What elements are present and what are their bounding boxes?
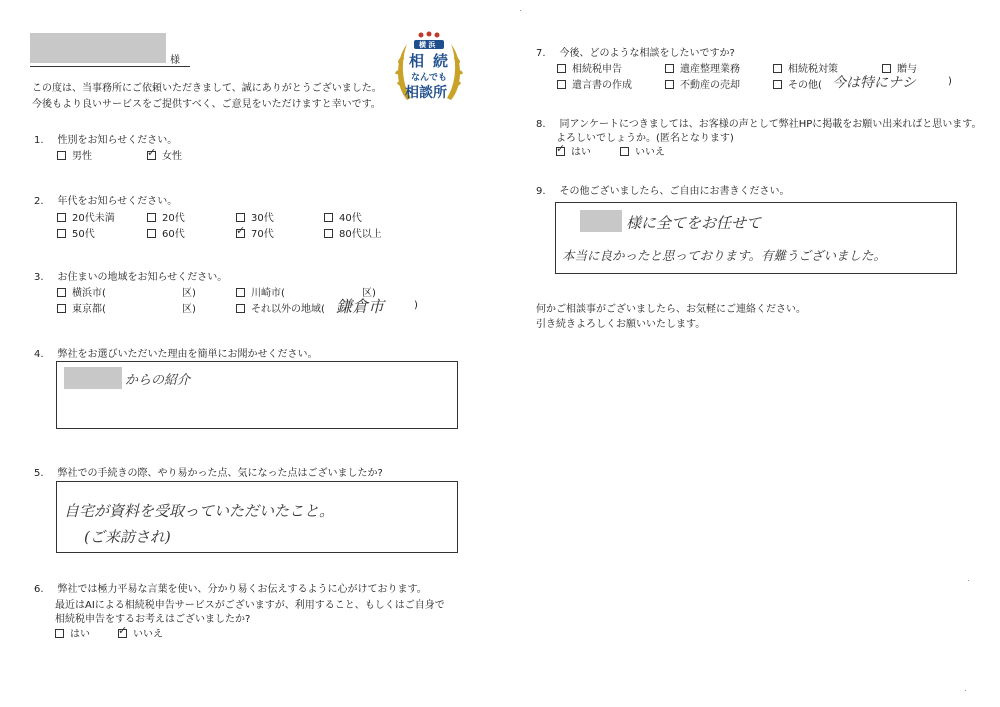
q9-answer-line-2: 本当に良かったと思っております。有難うございました。 [562, 248, 887, 263]
q3-yokohama-ward: 区) [182, 288, 196, 299]
q2-option-40s[interactable] [324, 209, 362, 224]
footer-line-1: 何かご相談事がございましたら、お気軽にご連絡ください。 [536, 304, 806, 315]
option-label: はい [571, 147, 591, 158]
q2-label [34, 192, 177, 207]
q6-number: 6. [34, 584, 44, 595]
q3-option-tokyo[interactable] [57, 300, 106, 315]
greeting-line-1: この度は、当事務所にご依頼いただきまして、誠にありがとうございました。 [32, 83, 382, 94]
q7-number: 7. [536, 48, 546, 59]
q6-line-2: 最近はAIによる相続税申告サービスがございますが、利用すること、もしくはご自身で [55, 600, 445, 611]
option-label: その他( [788, 80, 822, 91]
option-label: 50代 [72, 229, 95, 240]
q9-text: その他ございましたら、ご自由にお書きください。 [559, 186, 790, 197]
q9-label [536, 182, 790, 197]
q5-text: 弊社での手続きの際、やり易かった点、気になった点はございましたか? [57, 468, 383, 479]
q7-label [536, 44, 735, 59]
q2-option-under20[interactable] [57, 209, 115, 224]
option-label: 20代未満 [72, 213, 115, 224]
logo-bottom-text: 相談所 [405, 85, 447, 101]
logo-mid-left: 相 [409, 52, 425, 70]
q4-text: 弊社をお選びいただいた理由を簡単にお聞かせください。 [57, 349, 318, 360]
checkbox-icon[interactable] [236, 288, 245, 297]
option-label: 女性 [162, 151, 182, 162]
option-label: 不動産の売却 [680, 80, 740, 91]
checkbox-icon[interactable] [665, 64, 674, 73]
q4-label [34, 345, 318, 360]
checked-checkbox-icon[interactable] [236, 229, 245, 238]
q6-option-no[interactable] [118, 625, 163, 640]
q1-text: 性別をお知らせください。 [57, 135, 178, 146]
q2-text: 年代をお知らせください。 [57, 196, 178, 207]
q5-number: 5. [34, 468, 44, 479]
checkbox-icon[interactable] [773, 64, 782, 73]
q4-answer-handwritten: からの紹介 [125, 373, 191, 388]
q1-label [34, 131, 177, 146]
q7-other-handwritten: 今は特にナシ [832, 75, 916, 91]
q2-number: 2. [34, 196, 44, 207]
q3-text: お住まいの地域をお知らせください。 [57, 272, 228, 283]
option-label: いいえ [133, 629, 163, 640]
option-label: 80代以上 [339, 229, 382, 240]
q9-answer-line-1: 様に全てをお任せて [626, 214, 762, 232]
q3-option-other[interactable] [236, 300, 325, 315]
q7-other-close: ) [948, 76, 952, 87]
q5-answer-line-1: 自宅が資料を受取っていただいたこと。 [64, 502, 335, 520]
option-label: 相続税対策 [788, 64, 838, 75]
q6-option-yes[interactable] [55, 625, 90, 640]
q9-number: 9. [536, 186, 546, 197]
option-label: 贈与 [897, 64, 917, 75]
option-label: 遺産整理業務 [680, 64, 740, 75]
option-label: はい [70, 629, 90, 640]
q2-option-60s[interactable] [147, 225, 185, 240]
checkbox-icon[interactable] [773, 80, 782, 89]
q7-option-real-estate[interactable] [665, 76, 740, 91]
scan-speck [520, 10, 521, 11]
checkbox-icon[interactable] [147, 229, 156, 238]
q6-line-3: 相続税申告をするお考えはございましたか? [55, 614, 251, 625]
logo-sub-text: なんでも [411, 73, 448, 83]
scan-speck [965, 690, 966, 691]
q2-option-70s[interactable] [236, 225, 274, 240]
redacted-customer-name [30, 33, 166, 63]
q7-option-other[interactable] [773, 76, 822, 91]
option-label: 東京都( [72, 304, 106, 315]
q7-text: 今後、どのような相談をしたいですか? [559, 48, 735, 59]
option-label: 20代 [162, 213, 185, 224]
q7-option-estate[interactable] [665, 60, 740, 75]
checkbox-icon[interactable] [55, 629, 64, 638]
q2-option-80plus[interactable] [324, 225, 382, 240]
option-label: 遺言書の作成 [572, 80, 632, 91]
logo-top-text: 横 浜 [419, 41, 436, 49]
scan-speck [968, 580, 969, 581]
redacted-staff-name [580, 210, 622, 232]
q8-option-no[interactable] [620, 143, 665, 158]
checkbox-icon[interactable] [324, 213, 333, 222]
q4-number: 4. [34, 349, 44, 360]
q3-option-yokohama[interactable] [57, 284, 106, 299]
q3-option-kawasaki[interactable] [236, 284, 285, 299]
office-logo [393, 30, 465, 114]
option-label: 30代 [251, 213, 274, 224]
checked-checkbox-icon[interactable] [118, 629, 127, 638]
checkbox-icon[interactable] [57, 213, 66, 222]
checkbox-icon[interactable] [57, 151, 66, 160]
option-label: 相続税申告 [572, 64, 622, 75]
q7-option-tax-plan[interactable] [773, 60, 838, 75]
option-label: 川崎市( [251, 288, 285, 299]
customer-suffix: 様 [170, 55, 180, 66]
q5-answer-line-2: (ご来訪され) [84, 528, 171, 546]
checkbox-icon[interactable] [57, 288, 66, 297]
checkbox-icon[interactable] [665, 80, 674, 89]
logo-mid-right: 続 [433, 52, 449, 70]
q7-option-will[interactable] [557, 76, 632, 91]
q6-text-1: 弊社では極力平易な言葉を使い、分かり易くお伝えするように心がけております。 [57, 584, 427, 595]
q8-line-2: よろしいでしょうか。(匿名となります) [556, 133, 734, 144]
q3-kawasaki-ward: 区) [362, 288, 376, 299]
option-label: 男性 [72, 151, 92, 162]
checked-checkbox-icon[interactable] [147, 151, 156, 160]
checkbox-icon[interactable] [557, 80, 566, 89]
name-underline [30, 66, 190, 67]
checkbox-icon[interactable] [236, 213, 245, 222]
redacted-referrer [64, 367, 122, 389]
checked-checkbox-icon[interactable] [556, 147, 565, 156]
q3-number: 3. [34, 272, 44, 283]
q3-other-handwritten: 鎌倉市 [336, 297, 385, 316]
q1-option-female[interactable] [147, 147, 182, 162]
q8-line-1 [536, 115, 982, 130]
option-label: 70代 [251, 229, 274, 240]
checkbox-icon[interactable] [324, 229, 333, 238]
checkbox-icon[interactable] [57, 229, 66, 238]
checkbox-icon[interactable] [147, 213, 156, 222]
q2-option-20s[interactable] [147, 209, 185, 224]
q3-label [34, 268, 227, 283]
q8-option-yes[interactable] [556, 143, 591, 158]
q5-label [34, 464, 383, 479]
checkbox-icon[interactable] [57, 304, 66, 313]
q3-tokyo-ward: 区) [182, 304, 196, 315]
q8-text-1: 同アンケートにつきましては、お客様の声として弊社HPに掲載をお願い出来ればと思います。 [559, 119, 982, 130]
q7-option-tax-return[interactable] [557, 60, 622, 75]
q6-line-1 [34, 580, 427, 595]
checkbox-icon[interactable] [557, 64, 566, 73]
footer-line-2: 引き続きよろしくお願いいたします。 [536, 319, 706, 330]
option-label: 40代 [339, 213, 362, 224]
q1-option-male[interactable] [57, 147, 92, 162]
option-label: それ以外の地域( [251, 304, 325, 315]
checkbox-icon[interactable] [620, 147, 629, 156]
q1-number: 1. [34, 135, 44, 146]
q8-number: 8. [536, 119, 546, 130]
q2-option-50s[interactable] [57, 225, 95, 240]
option-label: いいえ [635, 147, 665, 158]
option-label: 60代 [162, 229, 185, 240]
greeting-line-2: 今後もより良いサービスをご提供すべく、ご意見をいただけますと幸いです。 [32, 99, 381, 110]
q2-option-30s[interactable] [236, 209, 274, 224]
checkbox-icon[interactable] [236, 304, 245, 313]
option-label: 横浜市( [72, 288, 106, 299]
q3-other-close: ) [414, 300, 418, 311]
